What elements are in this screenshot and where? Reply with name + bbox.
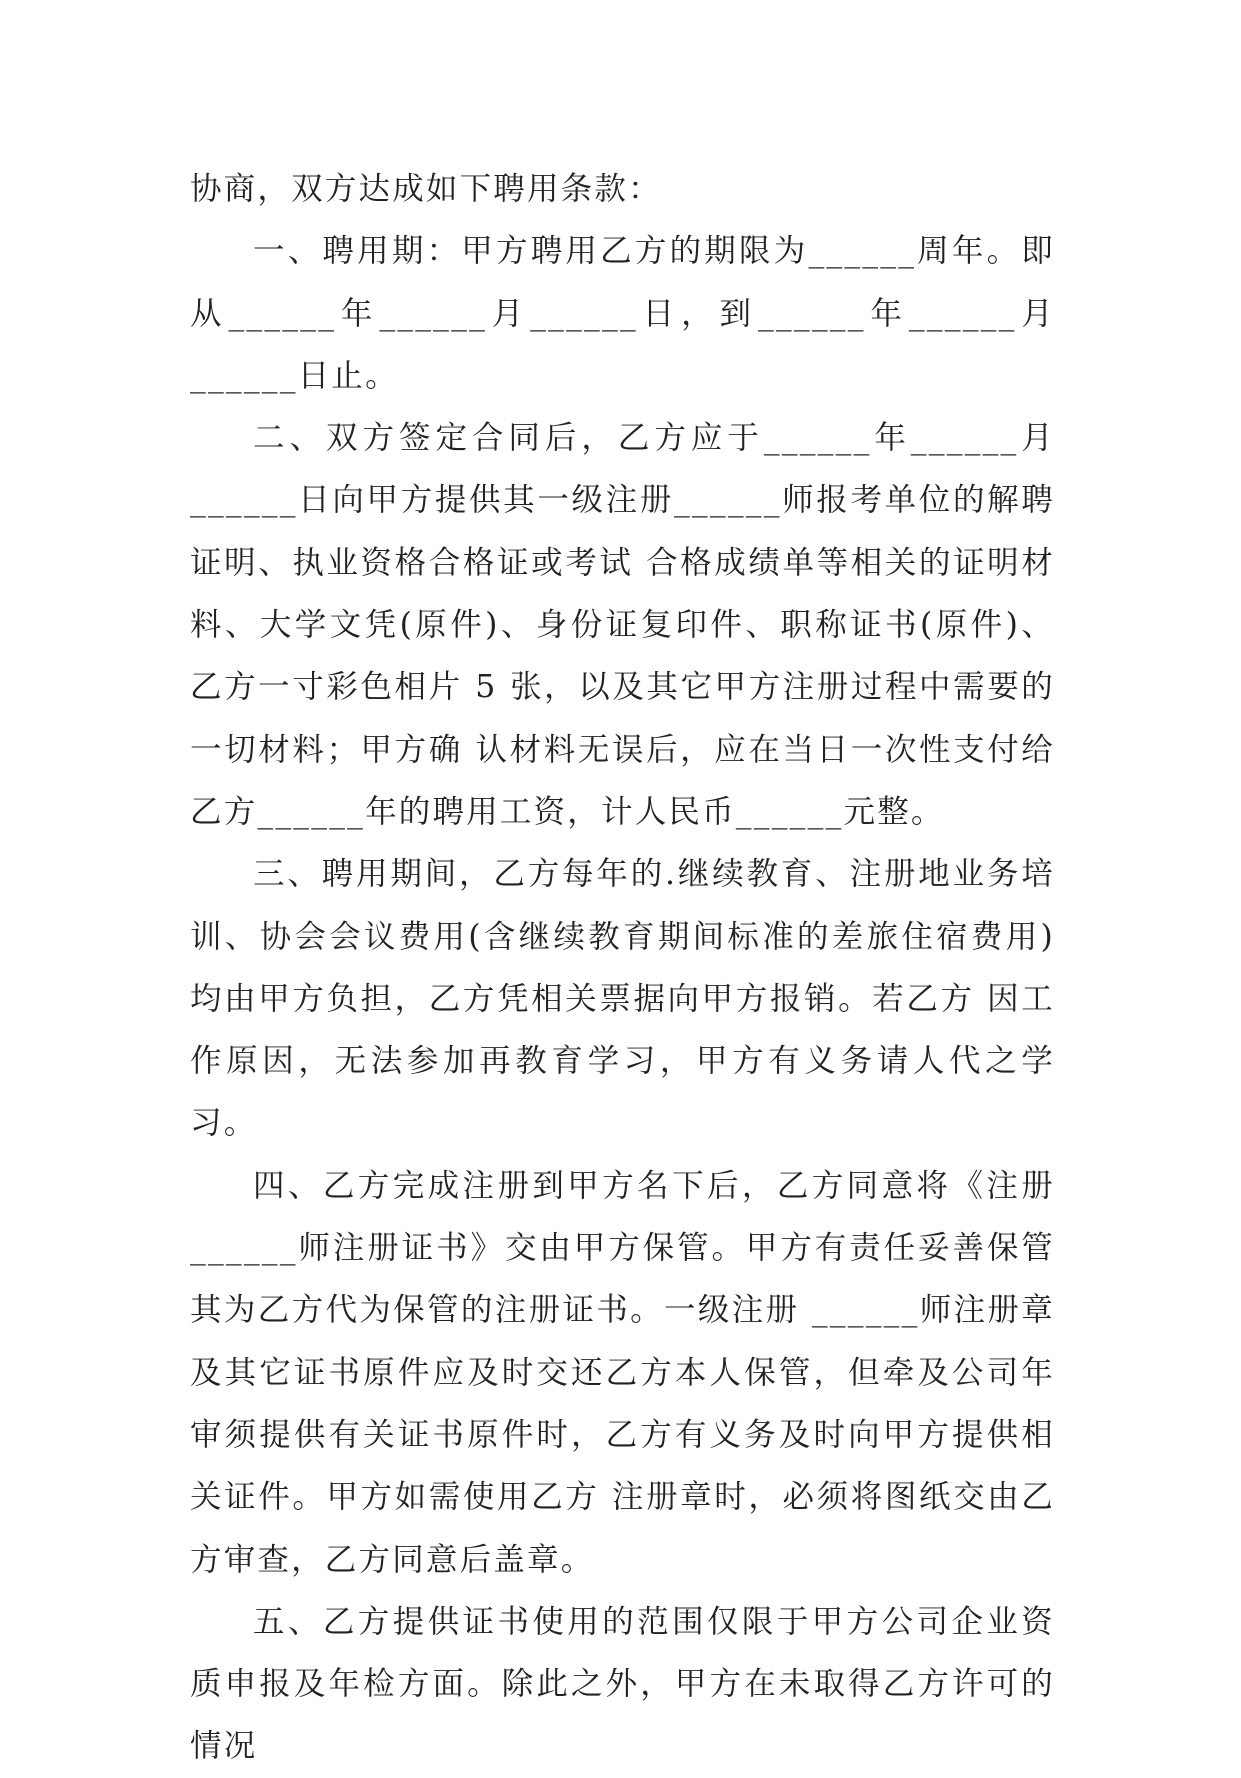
paragraph-clause-2: 二、双方签定合同后，乙方应于______年______月______日向甲方提供其一级注册______师报考单位的解聘证明、执业资格合格证或考试 合格成绩单等相关的证明材料、大学文凭(原件)、身份证复印件、职称证书(原件)、乙方一寸彩色相片 5 张，以及其它甲方注册过程中需要的一切材料；甲方确 认材料无误后，应在当日一次性支付给乙方______年的聘用工资，计人民币______元整。 — [190, 420, 1055, 830]
paragraph-clause-3: 三、聘用期间，乙方每年的.继续教育、注册地业务培训、协会会议费用(含继续教育期间标准的差旅住宿费用)均由甲方负担，乙方凭相关票据向甲方报销。若乙方 因工作原因，无法参加再教育学习，甲方有义务请人代之学习。 — [190, 856, 1055, 1142]
paragraph-clause-1: 一、聘用期：甲方聘用乙方的期限为______周年。即从______年______月______日，到______年______月______日止。 — [190, 233, 1055, 394]
paragraph-clause-5: 五、乙方提供证书使用的范围仅限于甲方公司企业资质申报及年检方面。除此之外，甲方在未取得乙方许可的情况 — [190, 1603, 1055, 1765]
paragraph-intro: 协商，双方达成如下聘用条款： — [190, 171, 662, 207]
document-body — [190, 158, 1055, 1778]
paragraph-clause-4: 四、乙方完成注册到甲方名下后，乙方同意将《注册______师注册证书》交由甲方保管。甲方有责任妥善保管其为乙方代为保管的注册证书。一级注册 ______师注册章及其它证书原件应及时交还乙方本人保管，但牵及公司年审须提供有关证书原件时，乙方有义务及时向甲方提供相关证件。甲方如需使用乙方 注册章时，必须将图纸交由乙方审查，乙方同意后盖章。 — [190, 1167, 1055, 1578]
